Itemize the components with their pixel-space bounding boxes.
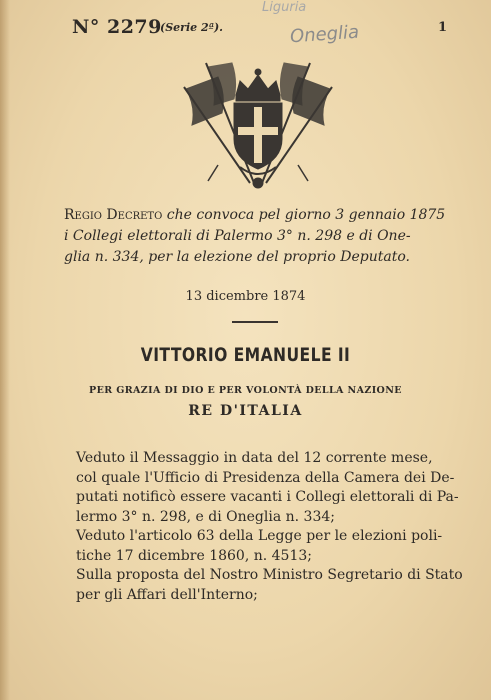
body-line: Veduto l'articolo 63 della Legge per le elezioni poli- — [76, 528, 443, 544]
decree-title-line-3: glia n. 334, per la elezione del proprio Deputato. — [64, 249, 410, 265]
paper-edge — [0, 0, 10, 700]
body-line: tiche 17 dicembre 1860, n. 4513; — [76, 547, 312, 564]
decree-number: N° 2279 — [72, 16, 162, 38]
decree-title-line-1 — [64, 205, 456, 226]
body-line: Veduto il Messaggio in data del 12 corrente mese, — [76, 450, 433, 466]
decree-title-line-1-text: che convoca pel giorno 3 gennaio 1875 — [162, 207, 446, 223]
body-line: col quale l'Ufficio di Presidenza della Camera dei De- — [76, 469, 455, 486]
body-line: lermo 3° n. 298, e di Oneglia n. 334; — [76, 508, 335, 525]
decree-prefix: Regio Decreto — [64, 207, 163, 223]
decree-title-line-2: i Collegi elettorali di Palermo 3° n. 298 e di One- — [64, 228, 411, 244]
series-label: (Serie 2ª). — [160, 21, 223, 34]
body-line: per gli Affari dell'Interno; — [76, 586, 258, 603]
divider-rule — [232, 321, 278, 323]
king-title: RE D'ITALIA — [188, 403, 303, 419]
handwritten-note-oneglia: Oneglia — [289, 21, 360, 48]
grace-formula: PER GRAZIA DI DIO E PER VOLONTÀ DELLA NAZIONE — [89, 385, 402, 396]
savoy-coat-of-arms-icon — [178, 55, 338, 197]
page-number: 1 — [438, 20, 448, 35]
decree-date: 13 dicembre 1874 — [185, 289, 306, 304]
decree-body — [76, 449, 463, 605]
body-line: putati notificò essere vacanti i Collegi elettorali di Pa- — [76, 489, 459, 505]
handwritten-note-liguria: Liguria — [262, 0, 307, 15]
king-name: VITTORIO EMANUELE II — [140, 344, 351, 366]
coat-of-arms-svg — [178, 55, 338, 193]
body-line: Sulla proposta del Nostro Ministro Segretario di Stato — [76, 567, 463, 583]
decree-title — [64, 205, 456, 268]
